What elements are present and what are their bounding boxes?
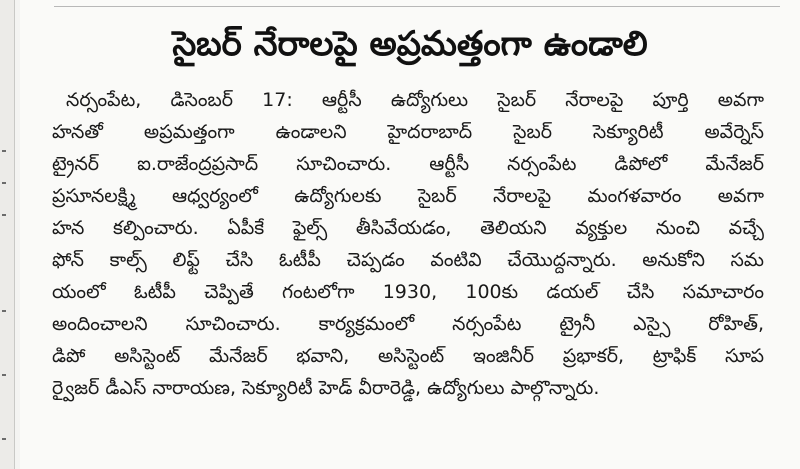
adjacent-column-mark [2,310,6,312]
article-body-line: ఫోన్ కాల్స్ లిఫ్ట్ చేసి ఓటీపీ చెప్పడం వంటివి చేయొద్దన్నారు. అనుకోని సమ [52,249,764,271]
adjacent-column-mark [2,214,6,216]
article-body-line: అందించాలని సూచించారు. కార్యక్రమంలో నర్సంపేట ట్రైనీ ఎస్సై రోహిత్, [52,313,764,335]
article-body-line: హనతో అప్రమత్తంగా ఉండాలని హైదరాబాద్ సైబర్ సెక్యూరిటీ అవేర్నెస్ [52,121,764,143]
adjacent-column-mark [2,438,6,440]
article-body-line: హన కల్పించారు. ఏపీకే ఫైల్స్ తీసివేయడం, తెలియని వ్యక్తుల నుంచి వచ్చే [52,217,764,239]
article-body-line: డిపో అసిస్టెంట్ మేనేజర్ భవాని, అసిస్టెంట్ ఇంజినీర్ ప్రభాకర్, ట్రాఫిక్ సూప [52,345,764,367]
top-divider-rule [54,6,780,7]
article-body [52,84,764,404]
article-body-line: నర్సంపేట, డిసెంబర్ 17: ఆర్టీసీ ఉద్యోగులు సైబర్ నేరాలపై పూర్తి అవగా [66,89,764,111]
article-body-line: ర్వైజర్ డీఎస్ నారాయణ, సెక్యూరిటీ హెడ్ వీరారెడ్డి, ఉద్యోగులు పాల్గొన్నారు. [52,377,600,399]
article-body-line: ప్రసూనలక్ష్మి ఆధ్వర్యంలో ఉద్యోగులకు సైబర్ నేరాలపై మంగళవారం అవగా [52,185,764,207]
article-body-line: యంలో ఓటీపీ చెప్పితే గంటలోగా 1930, 100కు డయల్ చేసి సమాచారం [52,281,764,303]
adjacent-column-mark [2,150,6,152]
adjacent-column-mark [2,374,6,376]
article-headline: సైబర్ నేరాలపై అప్రమత్తంగా ఉండాలి [172,24,648,64]
adjacent-column-edge [0,0,15,469]
article-body-line: ట్రైనర్ ఐ.రాజేంద్రప్రసాద్ సూచించారు. ఆర్టీసీ నర్సంపేట డిపోలో మేనేజర్ [52,153,764,175]
adjacent-column-mark [2,182,6,184]
